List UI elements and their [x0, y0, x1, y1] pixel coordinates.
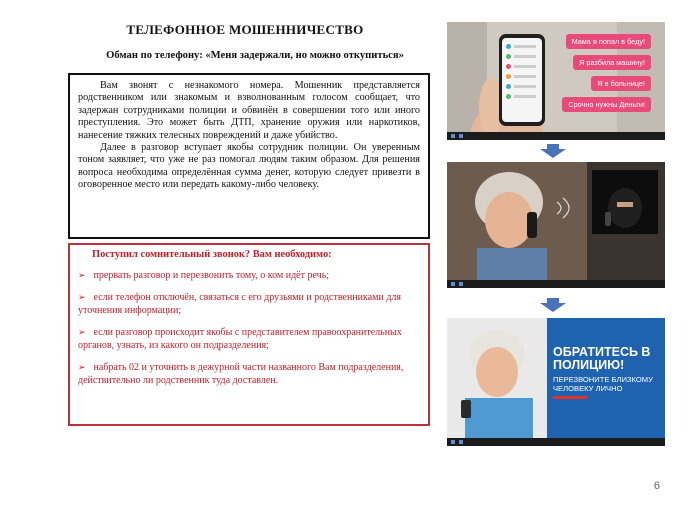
- description-box: [68, 73, 430, 239]
- description-paragraph-2: Далее в разговор вступает якобы сотрудник полиции. Он уверенным тоном заявляет, что уже не раз помогал людям таким образом. Для решения вопроса необходима определённая сумма денег, которую следует привезти в оговоренное место или передать какому-либо человеку.: [78, 142, 420, 191]
- advice-item-text: если телефон отключён, связаться с его друзьями и родственниками для уточнения информации;: [78, 292, 402, 316]
- advice-item: [78, 292, 420, 317]
- app-icon: [459, 134, 463, 138]
- arrow-bullet-icon: ➢: [78, 270, 86, 281]
- advice-item-text: набрать 02 и уточнить в дежурной части названного Вам подразделения, действительно ли родственник туда доставлен.: [78, 362, 404, 386]
- down-arrow-icon: [540, 298, 566, 312]
- police-advice-image: [447, 318, 665, 446]
- smartphone-illustration: [499, 34, 545, 126]
- arrow-bullet-icon: ➢: [78, 328, 86, 338]
- advice-item-text: прервать разговор и перезвонить тому, о ком идёт речь;: [93, 269, 330, 281]
- advice-item: [78, 362, 420, 387]
- advice-item: [78, 327, 420, 352]
- page-number: 6: [653, 480, 660, 492]
- message-bubble: Срочно нужны Деньги!: [562, 97, 651, 112]
- advice-box: [68, 243, 430, 426]
- taskbar: [447, 132, 665, 140]
- start-icon: [451, 134, 455, 138]
- advice-item: [78, 270, 420, 283]
- taskbar: [447, 438, 665, 446]
- advice-item-text: если разговор происходит якобы с представителем правоохранительных органов, узнать, из какого он подразделения;: [78, 327, 402, 351]
- police-title: ОБРАТИТЕСЬ В ПОЛИЦИЮ!: [553, 345, 651, 372]
- worried-woman-illustration: [447, 162, 665, 288]
- start-icon: [451, 440, 455, 444]
- taskbar: [447, 280, 665, 288]
- app-icon: [459, 440, 463, 444]
- scam-call-image: [447, 162, 665, 288]
- down-arrow-icon: [540, 144, 566, 158]
- description-paragraph-1: Вам звонят с незнакомого номера. Мошенник представляется родственником или знакомым и взволнованным голосом сообщает, что задержан сотрудниками полиции и обвинён в совершении того или иного преступления. Это может быть ДТП, хранение оружия или наркотиков, нанесение тяжких телесных повреждений и даже убийство.: [78, 80, 420, 141]
- police-message: [553, 346, 657, 399]
- arrow-bullet-icon: ➢: [78, 293, 86, 303]
- scam-messages-image: [447, 22, 665, 140]
- message-bubble: Мама я попал в беду!: [566, 34, 651, 49]
- app-icon: [459, 282, 463, 286]
- message-bubble: Я разбила машину!: [573, 55, 651, 70]
- red-strip: [553, 396, 587, 399]
- page-title: ТЕЛЕФОННОЕ МОШЕННИЧЕСТВО: [126, 22, 364, 37]
- police-subtitle: ПЕРЕЗВОНИТЕ БЛИЗКОМУ ЧЕЛОВЕКУ ЛИЧНО: [553, 375, 653, 393]
- start-icon: [451, 282, 455, 286]
- message-bubble: Я в больнице!: [591, 76, 651, 91]
- advice-heading: Поступил сомнительный звонок? Вам необходимо:: [92, 249, 332, 260]
- page-subtitle: Обман по телефону: «Меня задержали, но можно откупиться»: [106, 50, 404, 61]
- arrow-bullet-icon: ➢: [78, 363, 86, 373]
